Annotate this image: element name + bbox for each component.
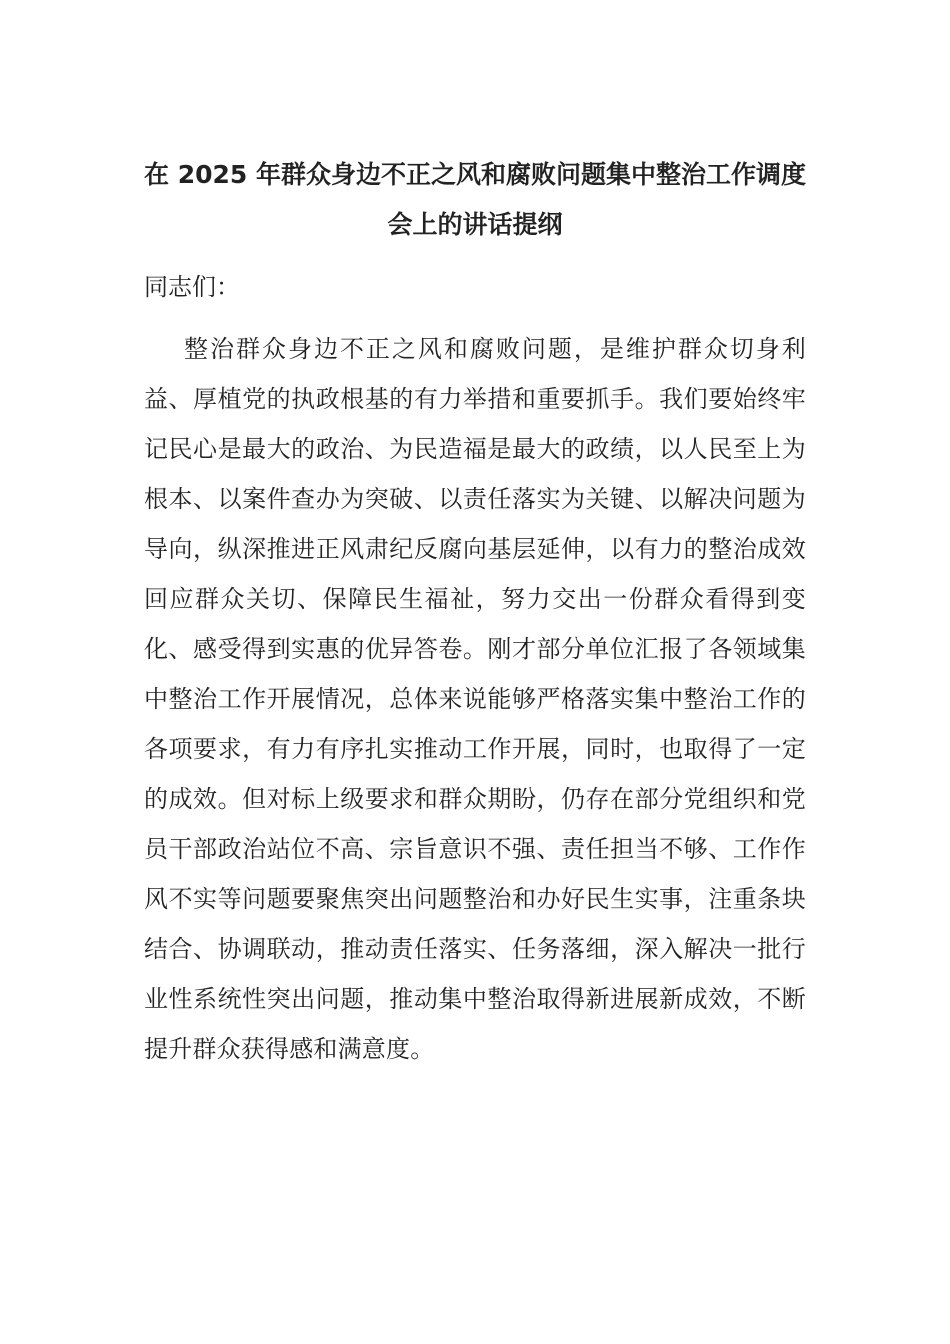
document-title: 在 2025 年群众身边不正之风和腐败问题集中整治工作调度会上的讲话提纲: [144, 160, 806, 239]
salutation: 同志们：: [144, 273, 240, 301]
document-content: [144, 150, 806, 1074]
body-paragraph: 整治群众身边不正之风和腐败问题，是维护群众切身利益、厚植党的执政根基的有力举措和重要抓手。我们要始终牢记民心是最大的政治、为民造福是最大的政绩，以人民至上为根本、以案件查办为突破、以责任落实为关键、以解决问题为导向，纵深推进正风肃纪反腐向基层延伸，以有力的整治成效回应群众关切、保障民生福祉，努力交出一份群众看得到变化、感受得到实惠的优异答卷。刚才部分单位汇报了各领域集中整治工作开展情况，总体来说能够严格落实集中整治工作的各项要求，有力有序扎实推动工作开展，同时，也取得了一定的成效。但对标上级要求和群众期盼，仍存在部分党组织和党员干部政治站位不高、宗旨意识不强、责任担当不够、工作作风不实等问题要聚焦突出问题整治和办好民生实事，注重条块结合、协调联动，推动责任落实、任务落细，深入解决一批行业性系统性突出问题，推动集中整治取得新进展新成效，不断提升群众获得感和满意度。: [144, 335, 806, 1063]
